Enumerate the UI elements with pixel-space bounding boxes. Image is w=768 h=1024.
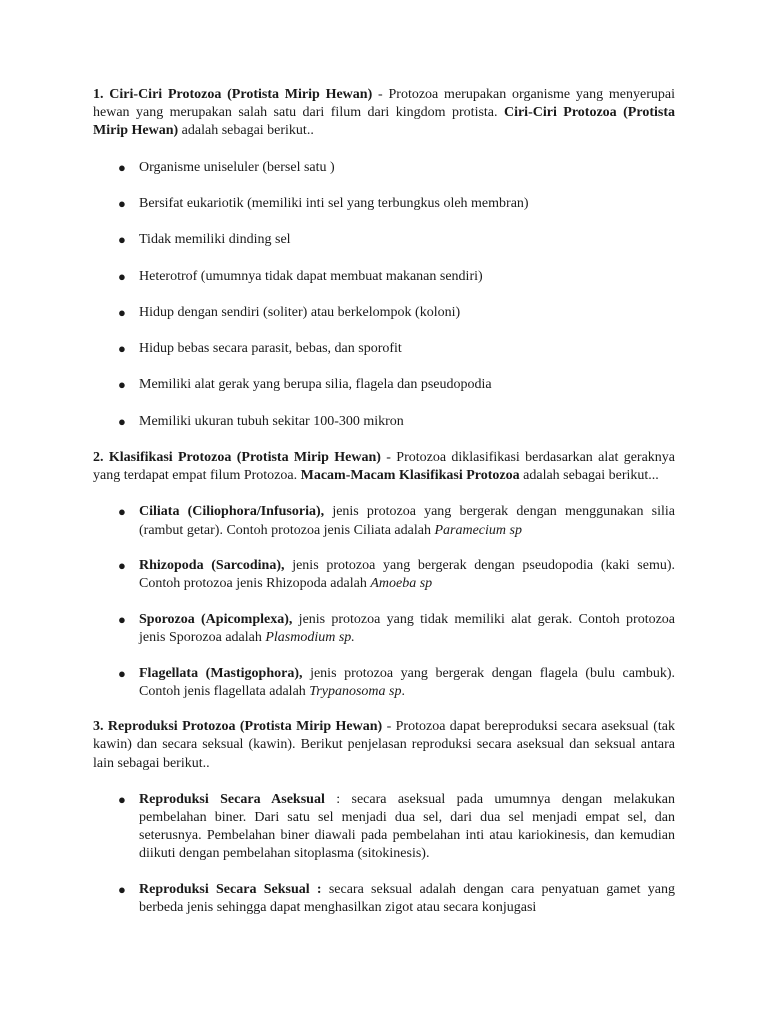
section-ciri-ciri xyxy=(93,86,675,431)
bullet-icon: ● xyxy=(118,665,126,681)
section-intro xyxy=(93,86,675,141)
example-species: Paramecium sp xyxy=(434,522,522,538)
section-intro xyxy=(93,449,675,485)
term: Flagellata (Mastigophora), xyxy=(139,665,303,681)
bullet-icon: ● xyxy=(118,791,126,807)
example-species: Trypanosoma sp xyxy=(309,683,402,699)
description: jenis protozoa yang bergerak dengan menggunakan silia (rambut getar). Contoh protozoa jenis Ciliata adalah xyxy=(139,504,675,538)
characteristics-list xyxy=(93,159,675,431)
list-item xyxy=(93,376,675,394)
section-heading: Klasifikasi Protozoa (Protista Mirip Hewan) xyxy=(108,449,381,465)
bullet-icon: ● xyxy=(118,881,126,897)
section-number: 3. xyxy=(93,719,104,735)
list-item xyxy=(93,195,675,213)
item-end: . xyxy=(401,683,405,699)
list-item xyxy=(93,304,675,322)
intro-bold-phrase: Macam-Macam Klasifikasi Protozoa xyxy=(300,468,520,484)
bullet-icon: ● xyxy=(118,268,126,284)
list-item-text: Hidup bebas secara parasit, bebas, dan sporofit xyxy=(139,341,402,357)
list-item-text: Memiliki alat gerak yang berupa silia, flagela dan pseudopodia xyxy=(139,377,492,393)
list-item xyxy=(93,231,675,249)
heading-dash: - xyxy=(382,719,396,735)
bullet-icon: ● xyxy=(118,159,126,175)
list-item xyxy=(93,557,675,593)
list-item-text: Tidak memiliki dinding sel xyxy=(139,232,291,248)
bullet-icon: ● xyxy=(118,377,126,393)
list-item xyxy=(93,413,675,431)
term: Reproduksi Secara Seksual : xyxy=(139,881,322,897)
description: secara seksual adalah dengan cara penyatuan gamet yang berbeda jenis sehingga dapat menghasilkan zigot atau secara konjugasi xyxy=(139,881,675,916)
bullet-icon: ● xyxy=(118,195,126,211)
bullet-icon: ● xyxy=(118,232,126,248)
reproduction-list xyxy=(93,791,675,918)
example-species: Plasmodium sp. xyxy=(265,630,355,645)
intro-tail: adalah sebagai berikut.. xyxy=(178,123,314,139)
intro-tail: adalah sebagai berikut... xyxy=(519,468,659,484)
section-reproduksi xyxy=(93,718,675,917)
list-item xyxy=(93,268,675,286)
description: jenis protozoa yang bergerak dengan pseudopodia (kaki semu). Contoh protozoa jenis Rhizopoda adalah xyxy=(139,558,675,592)
term: Rhizopoda (Sarcodina), xyxy=(139,558,285,574)
section-klasifikasi xyxy=(93,449,675,701)
description: jenis protozoa yang tidak memiliki alat gerak. Contoh protozoa jenis Sporozoa adalah xyxy=(139,611,676,645)
list-item xyxy=(93,665,675,701)
bullet-icon: ● xyxy=(118,558,126,574)
list-item-text: Memiliki ukuran tubuh sekitar 100-300 mikron xyxy=(139,413,404,429)
list-item xyxy=(93,159,675,177)
document-body xyxy=(93,86,675,935)
heading-dash: - xyxy=(380,449,397,465)
intro-text: Protozoa diklasifikasi berdasarkan alat geraknya yang terdapat empat filum Protozoa. xyxy=(93,449,676,484)
list-item-text: Heterotrof (umumnya tidak dapat membuat makanan sendiri) xyxy=(139,268,483,284)
description: jenis protozoa yang bergerak dengan flagela (bulu cambuk). Contoh jenis flagellata adalah xyxy=(139,665,676,699)
bullet-icon: ● xyxy=(118,304,126,320)
list-item xyxy=(93,791,675,864)
section-number: 1. xyxy=(93,87,104,102)
heading-dash: - xyxy=(372,87,389,102)
section-number: 2. xyxy=(93,449,104,465)
intro-text: Protozoa dapat bereproduksi secara aseksual (tak kawin) dan secara seksual (kawin). Berikut penjelasan reproduksi secara aseksual dan seksual antara lain sebagai berikut.. xyxy=(93,719,675,771)
list-item xyxy=(93,881,675,917)
bullet-icon: ● xyxy=(118,341,126,357)
section-intro xyxy=(93,718,675,773)
intro-text: Protozoa merupakan organisme yang menyerupai hewan yang merupakan salah satu dari filum dari kingdom protista. xyxy=(93,87,676,121)
term: Sporozoa (Apicomplexa), xyxy=(139,611,293,627)
bullet-icon: ● xyxy=(118,413,126,429)
intro-bold-phrase: Ciri-Ciri Protozoa (Protista Mirip Hewan) xyxy=(93,105,675,139)
term: Ciliata (Ciliophora/Infusoria), xyxy=(139,504,325,520)
list-item xyxy=(93,611,675,647)
list-item xyxy=(93,503,675,539)
list-item-text: Organisme uniseluler (bersel satu ) xyxy=(139,159,335,175)
bullet-icon: ● xyxy=(118,504,126,520)
list-item xyxy=(93,340,675,358)
separator xyxy=(322,882,329,897)
example-species: Amoeba sp xyxy=(370,576,433,592)
list-item-text: Hidup dengan sendiri (soliter) atau berkelompok (koloni) xyxy=(139,304,461,320)
description: secara aseksual pada umumnya dengan melakukan pembelahan biner. Dari satu sel menjadi dua sel, dari dua sel menjadi empat sel, dan seterusnya. Pembelahan biner diawali pada pembelahan inti atau kariokinesis, dan kemudian diikuti dengan pembelahan sitoplasma (sitokinesis). xyxy=(139,791,676,862)
list-item-text: Bersifat eukariotik (memiliki inti sel yang terbungkus oleh membran) xyxy=(139,195,529,211)
bullet-icon: ● xyxy=(118,611,126,627)
separator: : xyxy=(324,791,352,807)
section-heading: Ciri-Ciri Protozoa (Protista Mirip Hewan) xyxy=(109,87,373,102)
classification-list xyxy=(93,503,675,701)
term: Reproduksi Secara Aseksual xyxy=(139,791,325,807)
section-heading: Reproduksi Protozoa (Protista Mirip Hewan) xyxy=(107,719,383,735)
